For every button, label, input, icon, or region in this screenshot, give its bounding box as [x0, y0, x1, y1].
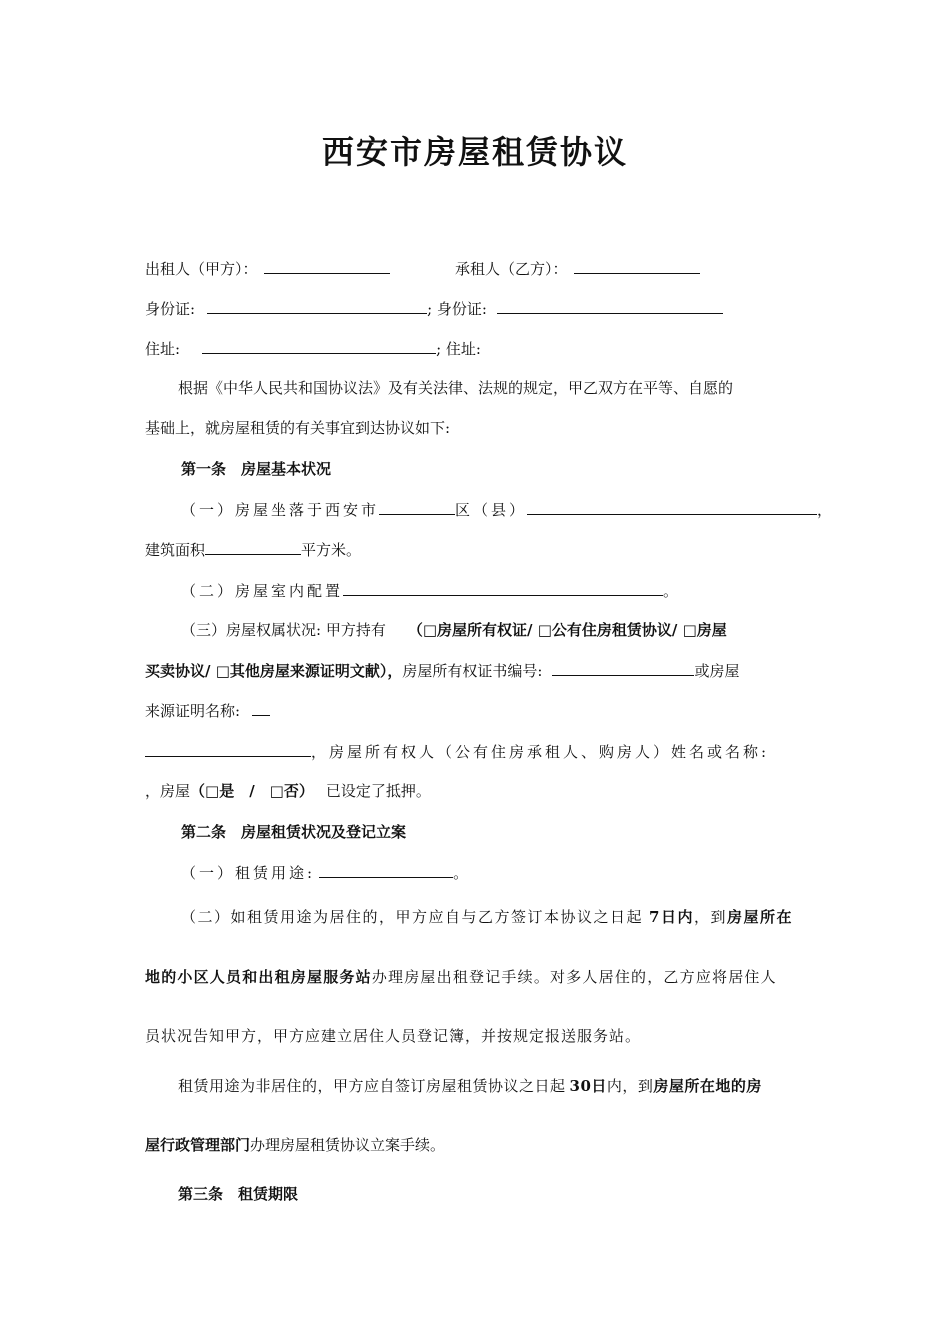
- ownership-options: （□房屋所有权证/ □公有住房租赁协议/ □房屋: [407, 621, 727, 639]
- address-line: [145, 338, 481, 359]
- residential-place: 房屋所在: [726, 908, 793, 926]
- cert-number-blank[interactable]: [552, 660, 694, 676]
- mortgage-line: [145, 781, 431, 801]
- cert-or: 或房屋: [694, 662, 740, 680]
- config-label: （二）房屋室内配置: [181, 582, 344, 600]
- article-1-heading: 第一条 房屋基本状况: [181, 460, 332, 478]
- nonresidential-line-1: [178, 1076, 762, 1096]
- nonresidential-place: 房屋所在地的房: [653, 1077, 762, 1095]
- owner-label: ，房屋所有权人（公有住房承租人、购房人）姓名或名称:: [311, 743, 770, 761]
- use-label: （一）租赁用途:: [181, 864, 316, 882]
- use-end: 。: [453, 864, 472, 882]
- residential-to: ，到: [693, 908, 727, 926]
- id-blank-lessee[interactable]: [497, 298, 723, 314]
- lessor-line: [145, 258, 390, 279]
- source-label: 来源证明名称:: [145, 702, 241, 720]
- area-unit: 平方米。: [301, 541, 362, 559]
- config-end: 。: [663, 582, 682, 600]
- intro-line-1: 根据《中华人民共和国协议法》及有关法律、法规的规定，甲乙双方在平等、自愿的: [178, 379, 734, 397]
- lessee-label: 承租人（乙方）：: [455, 260, 568, 278]
- residential-text: （二）如租赁用途为居住的，甲方应自与乙方签订本协议之日起: [181, 908, 644, 926]
- mortgage-text: 已设定了抵押。: [325, 782, 431, 800]
- district-label: 区（县）: [455, 501, 528, 519]
- residential-line-1: [181, 907, 793, 927]
- address-blank-lessor[interactable]: [202, 338, 436, 354]
- district-blank[interactable]: [379, 499, 455, 515]
- lessor-blank[interactable]: [264, 258, 390, 274]
- lessee-line: [455, 258, 700, 279]
- use-blank[interactable]: [319, 862, 453, 878]
- nonresidential-procedure: 办理房屋租赁协议立案手续。: [250, 1136, 446, 1154]
- source-line: [145, 700, 270, 721]
- address-label-lessor: 住址:: [145, 340, 181, 358]
- residential-line-2: [145, 967, 777, 987]
- article-3-heading: 第三条 租赁期限: [178, 1185, 299, 1203]
- source-blank[interactable]: [252, 700, 270, 716]
- ownership-options-cont: 买卖协议/ □其他房屋来源证明文献），: [145, 662, 403, 680]
- location-comma: ，: [817, 501, 836, 519]
- location-blank[interactable]: [527, 499, 817, 515]
- nonresidential-text: 租赁用途为非居住的，甲方应自签订房屋租赁协议之日起: [178, 1077, 566, 1095]
- location-label: （一）房屋坐落于西安市: [181, 501, 380, 519]
- residential-deadline: 7日内: [649, 908, 694, 926]
- location-line: [181, 499, 835, 520]
- residential-procedure: 办理房屋出租登记手续。对多人居住的，乙方应将居住人: [371, 968, 777, 986]
- article-2-heading: 第二条 房屋租赁状况及登记立案: [181, 823, 407, 841]
- address-label-lessee: ; 住址:: [436, 340, 481, 358]
- use-line: [181, 862, 471, 883]
- config-line: [181, 580, 681, 601]
- ownership-label: （三）房屋权属状况: 甲方持有: [181, 621, 386, 639]
- intro-line-2: 基础上，就房屋租赁的有关事宜到达协议如下:: [145, 419, 451, 437]
- document-title: 西安市房屋租赁协议: [321, 133, 628, 171]
- residential-line-3: 员状况告知甲方，甲方应建立居住人员登记簿，并按规定报送服务站。: [145, 1027, 642, 1045]
- id-line: [145, 298, 723, 319]
- area-line: [145, 539, 361, 560]
- id-label-lessor: 身份证:: [145, 300, 196, 318]
- cert-number-label: 房屋所有权证书编号:: [402, 662, 543, 680]
- area-blank[interactable]: [205, 539, 301, 555]
- id-label-lessee: ; 身份证:: [427, 300, 487, 318]
- source-blank-cont[interactable]: [145, 741, 311, 757]
- config-blank[interactable]: [343, 580, 663, 596]
- owner-line: [145, 741, 769, 762]
- ownership-line-1: [181, 620, 727, 640]
- id-blank-lessor[interactable]: [207, 298, 427, 314]
- ownership-line-2: [145, 660, 739, 681]
- nonresidential-line-2: [145, 1135, 445, 1155]
- residential-place-cont: 地的小区人员和出租房屋服务站: [145, 968, 372, 986]
- nonresidential-place-cont: 屋行政管理部门: [145, 1136, 251, 1154]
- nonresidential-to: 内，到: [606, 1077, 654, 1095]
- area-label: 建筑面积: [145, 541, 206, 559]
- lessee-blank[interactable]: [574, 258, 700, 274]
- nonresidential-deadline: 30日: [569, 1077, 607, 1095]
- mortgage-options[interactable]: （□是 / □否）: [190, 782, 314, 800]
- mortgage-label: ，房屋: [145, 782, 191, 800]
- lessor-label: 出租人（甲方）：: [145, 260, 258, 278]
